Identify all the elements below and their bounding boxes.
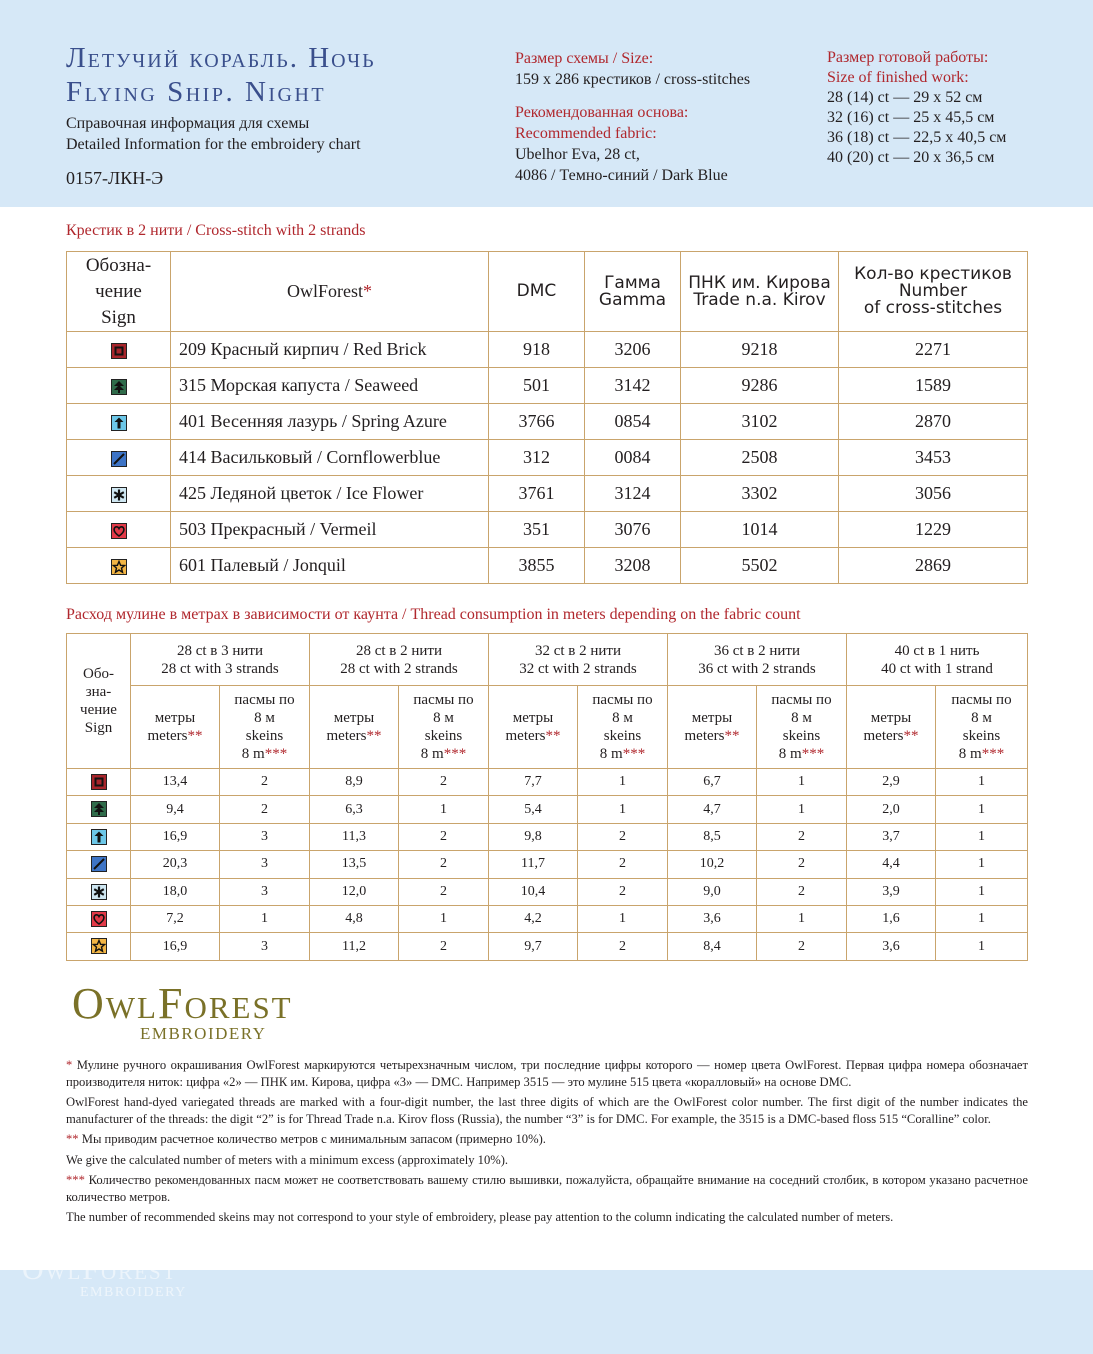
count-cell: 3056 [839,476,1028,512]
table-row [67,823,1028,850]
header-text: 28 ct with 3 strands [161,660,279,677]
meters-cell: 8,4 [668,933,757,960]
dmc-cell: 501 [489,368,585,404]
meters-cell: 9,7 [489,933,578,960]
group-header [489,634,668,686]
skeins-cell: 2 [757,878,847,905]
skeins-cell: 2 [399,823,489,850]
header-text: 28 ct в 3 нити [176,642,264,659]
skeins-header [936,686,1028,769]
header-text: DMC [516,281,557,301]
slash-symbol-icon [91,856,107,872]
skeins-cell: 1 [578,905,668,932]
thread-name-cell: 425 Ледяной цветок / Ice Flower [171,476,489,512]
header-text: meters [505,728,546,744]
footnote-mark: *** [443,746,467,762]
thread-name-cell: 414 Васильковый / Cornflowerblue [171,440,489,476]
meters-cell: 9,0 [668,878,757,905]
header-text: skeins [962,728,1001,744]
sign-cell [67,769,131,796]
header-text: Number [898,281,968,301]
meters-cell: 6,3 [310,796,399,823]
watermark-logo: OwlForest [22,1253,178,1286]
header-text: чение [80,702,117,718]
footnote-mark: *** [622,746,646,762]
header-text: чение [95,280,142,302]
header-text: 8 m [420,746,444,762]
footnote-text: We give the calculated number of meters with a minimum excess (approximately 10%). [66,1152,509,1167]
skeins-cell: 2 [399,878,489,905]
header-text [757,745,846,763]
header-text: skeins [782,728,821,744]
footnote-text: The number of recommended skeins may not correspond to your style of embroidery, please pay attention to the column indicating the calculated number of meters. [66,1210,894,1224]
footnote-mark: *** [981,746,1005,762]
meters-cell: 10,2 [668,851,757,878]
header-text: Sign [101,306,136,328]
owlforest-logo-sub: EMBROIDERY [140,1024,267,1043]
header-text: 28 ct with 2 strands [340,660,458,677]
sign-cell [67,368,171,404]
skeins-cell: 1 [936,769,1028,796]
meters-cell: 13,4 [131,769,220,796]
meters-cell: 7,7 [489,769,578,796]
meters-cell: 4,8 [310,905,399,932]
chart-size-value: 159 x 286 крестиков / cross-stitches [515,71,751,88]
meters-cell: 3,6 [668,905,757,932]
sign-cell [67,440,171,476]
meters-header [131,686,220,769]
meters-cell: 10,4 [489,878,578,905]
footnote-mark: * [363,281,372,301]
meters-cell: 18,0 [131,878,220,905]
skeins-cell: 2 [399,769,489,796]
footnote-mark: *** [801,746,825,762]
subtitle-en: Detailed Information for the embroidery chart [66,136,361,153]
header-text: meters [147,728,188,744]
watermark-logo-sub: EMBROIDERY [80,1285,187,1300]
meters-cell: 11,3 [310,823,399,850]
header-text [936,745,1027,763]
header-text: Sign [84,720,113,736]
gamma-cell: 3076 [585,512,681,548]
header-text: skeins [424,728,463,744]
meters-cell: 3,9 [847,878,936,905]
chart-size-block [515,48,750,90]
header-text: пасмы по [592,692,653,708]
footnote-2-ru [66,1131,1028,1148]
header-text: 8 m [778,746,802,762]
asterisk-symbol-icon [91,884,107,900]
meters-cell: 3,7 [847,823,936,850]
skeins-cell: 1 [936,878,1028,905]
skeins-cell: 2 [578,851,668,878]
header-text: метры [333,710,375,726]
dmc-cell: 918 [489,332,585,368]
chart-code: 0157-ЛКН-Э [66,168,164,188]
sign-cell [67,548,171,584]
gamma-cell: 0854 [585,404,681,440]
footnote-mark: ** [903,728,919,744]
footnote-text: Количество рекомендованных пасм может не соответствовать вашему стилю вышивки, пожалуйста, обращайте внимание на соседний столбик, в котором указано расчетное количество метров. [66,1173,1028,1204]
skeins-cell: 1 [936,933,1028,960]
skeins-cell: 3 [220,878,310,905]
chart-size-label: Размер схемы / Size: [515,50,654,67]
col-sign [67,252,171,332]
header-text: meters [863,728,904,744]
skeins-cell: 2 [399,933,489,960]
header-text: 8 м [254,710,275,726]
header-text: 8 м [612,710,633,726]
col-pnk [681,252,839,332]
finished-size: 28 (14) ct — 29 x 52 см [827,89,983,106]
count-cell: 2870 [839,404,1028,440]
skeins-cell: 1 [936,823,1028,850]
star-symbol-icon [91,938,107,954]
header-text [668,727,756,745]
heart-symbol-icon [111,523,127,539]
header-text: skeins [603,728,642,744]
count-cell: 2271 [839,332,1028,368]
header-text [847,727,935,745]
header-text: 8 m [958,746,982,762]
thread-name-cell: 315 Морская капуста / Seaweed [171,368,489,404]
table-row [67,332,1028,368]
header-text: пасмы по [771,692,832,708]
header-text: 28 ct в 2 нити [355,642,443,659]
skeins-header [399,686,489,769]
header-text: 8 m [599,746,623,762]
col-owlforest [171,252,489,332]
header-text: skeins [245,728,284,744]
slash-symbol-icon [111,451,127,467]
skeins-cell: 2 [220,769,310,796]
sign-cell [67,851,131,878]
footnote-1-en [66,1094,1028,1127]
meters-cell: 9,4 [131,796,220,823]
skeins-cell: 2 [578,933,668,960]
group-header [668,634,847,686]
skeins-cell: 1 [936,851,1028,878]
meters-cell: 9,8 [489,823,578,850]
footnote-mark: ** [66,1132,79,1146]
square-symbol-icon [91,774,107,790]
header-text: пасмы по [413,692,474,708]
gamma-cell: 3124 [585,476,681,512]
header-text: метры [512,710,554,726]
skeins-cell: 3 [220,851,310,878]
meters-cell: 16,9 [131,823,220,850]
header-text: Обо- [83,666,114,682]
sign-cell [67,796,131,823]
title-en: Flying Ship. Night [66,76,327,108]
header-text: 8 m [241,746,265,762]
pnk-cell: 5502 [681,548,839,584]
footnote-mark: *** [264,746,288,762]
header-text: of cross-stitches [863,298,1003,318]
header-text: пасмы по [234,692,295,708]
count-cell: 1229 [839,512,1028,548]
header-text: 32 ct в 2 нити [534,642,622,659]
table-row [67,476,1028,512]
col-count [839,252,1028,332]
table1-title: Крестик в 2 нити / Cross-stitch with 2 strands [66,222,366,239]
gamma-cell: 0084 [585,440,681,476]
meters-cell: 2,9 [847,769,936,796]
thread-name-cell: 401 Весенняя лазурь / Spring Azure [171,404,489,440]
header-text: метры [870,710,912,726]
pnk-cell: 3302 [681,476,839,512]
subtitle-ru: Справочная информация для схемы [66,115,310,132]
sign-cell [67,878,131,905]
meters-header [847,686,936,769]
title-ru: Летучий корабль. Ночь [66,42,376,74]
meters-header [310,686,399,769]
table2-title: Расход мулине в метрах в зависимости от каунта / Thread consumption in meters depending on the fabric count [66,606,801,623]
dmc-cell: 312 [489,440,585,476]
count-cell: 2869 [839,548,1028,584]
thread-consumption-table [66,633,1028,961]
meters-cell: 5,4 [489,796,578,823]
meters-cell: 20,3 [131,851,220,878]
skeins-cell: 1 [757,796,847,823]
pnk-cell: 9286 [681,368,839,404]
finished-size: 40 (20) ct — 20 x 36,5 см [827,149,995,166]
fabric-label-ru: Рекомендованная основа: [515,104,689,121]
skeins-cell: 3 [220,933,310,960]
dmc-cell: 3855 [489,548,585,584]
pnk-cell: 9218 [681,332,839,368]
fabric-line1: Ubelhor Eva, 28 ct, [515,146,640,163]
header-text: meters [326,728,367,744]
header-text: зна- [85,684,112,700]
skeins-cell: 1 [936,796,1028,823]
header-text: 8 м [791,710,812,726]
header-text: Gamma [598,289,667,310]
footnote-mark: ** [366,728,382,744]
header-text: 32 ct with 2 strands [519,660,637,677]
table-row [67,440,1028,476]
skeins-cell: 2 [757,933,847,960]
meters-cell: 7,2 [131,905,220,932]
skeins-cell: 3 [220,823,310,850]
skeins-cell: 1 [757,905,847,932]
arrow-up-symbol-icon [111,415,127,431]
header-text [399,745,488,763]
skeins-header [578,686,668,769]
thread-name-cell: 503 Прекрасный / Vermeil [171,512,489,548]
count-cell: 1589 [839,368,1028,404]
meters-cell: 11,2 [310,933,399,960]
header-text: meters [684,728,725,744]
footnote-3-en [66,1209,1028,1226]
skeins-cell: 1 [578,796,668,823]
table-row [67,404,1028,440]
header-text [131,727,219,745]
footnote-text: Мулине ручного окрашивания OwlForest маркируются четырехзначным числом, три последние цифры которого — номер цвета OwlForest. Первая цифра номера обозначает производителя ниток: цифра «2» — ПНК им. Кирова, цифра «3» — DMC. Например 3515 — это мулине 515 цвета «коралловый» на основе DMC. [66,1058,1028,1089]
meters-cell: 16,9 [131,933,220,960]
sign-cell [67,905,131,932]
meters-cell: 2,0 [847,796,936,823]
footnotes [66,1057,1028,1230]
footnote-3-ru [66,1172,1028,1205]
table-row [67,905,1028,932]
table-row [67,851,1028,878]
square-symbol-icon [111,343,127,359]
finished-size: 32 (16) ct — 25 x 45,5 см [827,109,995,126]
thread-name-cell: 601 Палевый / Jonquil [171,548,489,584]
meters-cell: 4,2 [489,905,578,932]
heart-symbol-icon [91,911,107,927]
meters-cell: 11,7 [489,851,578,878]
col-gamma [585,252,681,332]
table-row [67,548,1028,584]
dmc-cell: 3761 [489,476,585,512]
sign-cell [67,512,171,548]
skeins-cell: 1 [220,905,310,932]
meters-cell: 6,7 [668,769,757,796]
group-header [310,634,489,686]
skeins-cell: 2 [399,851,489,878]
header-text [489,727,577,745]
finished-size-block [827,48,1006,168]
tree-symbol-icon [111,379,127,395]
star-symbol-icon [111,559,127,575]
skeins-header [220,686,310,769]
table-row [67,512,1028,548]
thread-name-cell: 209 Красный кирпич / Red Brick [171,332,489,368]
count-cell: 3453 [839,440,1028,476]
header-text [310,727,398,745]
footnote-1-ru [66,1057,1028,1090]
footnote-mark: *** [66,1173,85,1187]
gamma-cell: 3206 [585,332,681,368]
header-text: OwlForest [287,281,363,301]
sign-cell [67,332,171,368]
meters-cell: 3,6 [847,933,936,960]
pnk-cell: 2508 [681,440,839,476]
skeins-cell: 2 [578,823,668,850]
skeins-cell: 2 [757,823,847,850]
tree-symbol-icon [91,801,107,817]
finished-label-ru: Размер готовой работы: [827,49,989,66]
dmc-cell: 3766 [489,404,585,440]
dmc-cell: 351 [489,512,585,548]
header-text: Trade n.a. Kirov [693,289,826,310]
meters-cell: 4,7 [668,796,757,823]
sign-cell [67,404,171,440]
header-text: метры [691,710,733,726]
footnote-2-en [66,1152,1028,1169]
skeins-cell: 1 [757,769,847,796]
footnote-mark: ** [545,728,561,744]
header-text [220,745,309,763]
footnote-text: OwlForest hand-dyed variegated threads are marked with a four-digit number, the last three digits of which are the OwlForest color number. The first digit of the number indicates the manufacturer of the threads: the digit “2” is for Thread Trade n.a. Kirov floss (Russia), the number “3” is for DMC. For example, the 3515 is a DMC-based floss 515 “Coralline” color. [66,1095,1028,1126]
header-text: пасмы по [951,692,1012,708]
header-text: Обозна- [85,254,152,276]
header-text: метры [154,710,196,726]
sign-cell [67,476,171,512]
table-row [67,933,1028,960]
finished-label-en: Size of finished work: [827,69,969,86]
header-text: 8 м [433,710,454,726]
skeins-cell: 1 [399,905,489,932]
sign-cell [67,933,131,960]
footnote-text: Мы приводим расчетное количество метров с минимальным запасом (примерно 10%). [81,1132,546,1146]
footnote-mark: ** [187,728,203,744]
fabric-label-en: Recommended fabric: [515,125,657,142]
sign-cell [67,823,131,850]
meters-cell: 12,0 [310,878,399,905]
meters-cell: 8,5 [668,823,757,850]
owlforest-logo: OwlForest [72,979,293,1028]
meters-cell: 8,9 [310,769,399,796]
skeins-cell: 1 [578,769,668,796]
skeins-cell: 1 [399,796,489,823]
table-row [67,796,1028,823]
footnote-mark: * [66,1058,73,1072]
meters-cell: 4,4 [847,851,936,878]
skeins-cell: 2 [220,796,310,823]
header-text: 40 ct в 1 нить [894,642,980,659]
table-row [67,769,1028,796]
meters-cell: 1,6 [847,905,936,932]
fabric-block [515,102,728,186]
meters-cell: 13,5 [310,851,399,878]
group-header [847,634,1028,686]
arrow-up-symbol-icon [91,829,107,845]
footnote-mark: ** [724,728,740,744]
group-header [131,634,310,686]
pnk-cell: 1014 [681,512,839,548]
table-row [67,878,1028,905]
gamma-cell: 3208 [585,548,681,584]
col-sign [67,634,131,769]
color-key-table [66,251,1028,584]
header-text: 36 ct with 2 strands [698,660,816,677]
header-text: 8 м [971,710,992,726]
meters-header [668,686,757,769]
skeins-cell: 2 [578,878,668,905]
finished-size: 36 (18) ct — 22,5 x 40,5 см [827,129,1007,146]
meters-header [489,686,578,769]
header-text [578,745,667,763]
asterisk-symbol-icon [111,487,127,503]
skeins-header [757,686,847,769]
header-text: Кол-во крестиков [854,264,1012,284]
skeins-cell: 1 [936,905,1028,932]
skeins-cell: 2 [757,851,847,878]
table-row [67,368,1028,404]
header-text: 36 ct в 2 нити [713,642,801,659]
header-text: Гамма [604,272,661,293]
col-dmc [489,252,585,332]
fabric-line2: 4086 / Темно-синий / Dark Blue [515,167,728,184]
gamma-cell: 3142 [585,368,681,404]
header-text: 40 ct with 1 strand [881,660,993,677]
header-text: ПНК им. Кирова [688,272,831,293]
pnk-cell: 3102 [681,404,839,440]
